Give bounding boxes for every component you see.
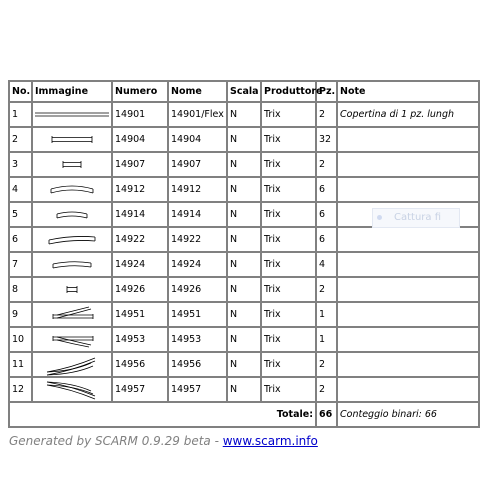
cell-note xyxy=(337,302,479,327)
cell-immagine xyxy=(32,177,112,202)
cell-no: 10 xyxy=(9,327,32,352)
cell-nome: 14922 xyxy=(168,227,227,252)
footer xyxy=(9,434,318,448)
cell-nome: 14951 xyxy=(168,302,227,327)
track-straight-tiny-icon xyxy=(33,279,111,301)
cell-produttore: Trix xyxy=(261,302,316,327)
cell-immagine xyxy=(32,227,112,252)
track-flex-icon xyxy=(33,104,111,126)
cell-nome: 14953 xyxy=(168,327,227,352)
table-row xyxy=(9,377,479,402)
header-pz: Pz. xyxy=(316,81,337,102)
cell-produttore: Trix xyxy=(261,202,316,227)
cell-nome: 14912 xyxy=(168,177,227,202)
cell-scala: N xyxy=(227,177,261,202)
cell-nome: 14914 xyxy=(168,202,227,227)
cell-numero: 14907 xyxy=(112,152,168,177)
cell-numero: 14951 xyxy=(112,302,168,327)
cell-pz: 4 xyxy=(316,252,337,277)
cell-note xyxy=(337,277,479,302)
cell-pz: 2 xyxy=(316,152,337,177)
cell-produttore: Trix xyxy=(261,377,316,402)
cell-scala: N xyxy=(227,377,261,402)
track-curve-short-icon xyxy=(33,204,111,226)
table-row xyxy=(9,327,479,352)
cell-no: 1 xyxy=(9,102,32,127)
cell-no: 2 xyxy=(9,127,32,152)
table-row xyxy=(9,302,479,327)
cell-note xyxy=(337,252,479,277)
track-switch-right-icon xyxy=(33,329,111,351)
cell-nome: 14957 xyxy=(168,377,227,402)
cell-pz: 2 xyxy=(316,352,337,377)
cell-nome: 14956 xyxy=(168,352,227,377)
cell-immagine xyxy=(32,302,112,327)
cell-no: 9 xyxy=(9,302,32,327)
cell-immagine xyxy=(32,352,112,377)
cell-numero: 14924 xyxy=(112,252,168,277)
cell-nome: 14901/Flex xyxy=(168,102,227,127)
cell-no: 8 xyxy=(9,277,32,302)
cell-pz: 6 xyxy=(316,227,337,252)
cell-note xyxy=(337,227,479,252)
cell-nome: 14904 xyxy=(168,127,227,152)
cell-no: 7 xyxy=(9,252,32,277)
track-curve-icon xyxy=(33,179,111,201)
cell-scala: N xyxy=(227,302,261,327)
cell-no: 3 xyxy=(9,152,32,177)
table-row xyxy=(9,102,479,127)
cell-produttore: Trix xyxy=(261,327,316,352)
cell-pz: 6 xyxy=(316,177,337,202)
cell-note xyxy=(337,352,479,377)
cell-pz: 2 xyxy=(316,277,337,302)
parts-table xyxy=(8,80,480,428)
footer-text: Generated by SCARM 0.9.29 beta - xyxy=(9,434,223,448)
cell-nome: 14907 xyxy=(168,152,227,177)
cell-pz: 1 xyxy=(316,302,337,327)
cell-numero: 14957 xyxy=(112,377,168,402)
cell-no: 5 xyxy=(9,202,32,227)
cell-produttore: Trix xyxy=(261,227,316,252)
table-row xyxy=(9,352,479,377)
table-total-row xyxy=(9,402,479,427)
cell-scala: N xyxy=(227,102,261,127)
cell-scala: N xyxy=(227,277,261,302)
cell-produttore: Trix xyxy=(261,352,316,377)
cell-note xyxy=(337,377,479,402)
cell-produttore: Trix xyxy=(261,152,316,177)
cell-no: 12 xyxy=(9,377,32,402)
cell-scala: N xyxy=(227,127,261,152)
capture-dot-icon xyxy=(377,215,382,220)
parts-list-container xyxy=(8,80,454,428)
table-row xyxy=(9,152,479,177)
total-note: Conteggio binari: 66 xyxy=(337,402,479,427)
cell-immagine xyxy=(32,252,112,277)
cell-nome: 14926 xyxy=(168,277,227,302)
header-immagine: Immagine xyxy=(32,81,112,102)
cell-produttore: Trix xyxy=(261,277,316,302)
cell-scala: N xyxy=(227,152,261,177)
cell-nome: 14924 xyxy=(168,252,227,277)
cell-scala: N xyxy=(227,252,261,277)
capture-overlay-label: Cattura fi xyxy=(394,212,442,223)
header-produttore: Produttore xyxy=(261,81,316,102)
table-row xyxy=(9,177,479,202)
cell-numero: 14953 xyxy=(112,327,168,352)
track-curve-medium-icon xyxy=(33,254,111,276)
cell-pz: 2 xyxy=(316,102,337,127)
cell-note xyxy=(337,327,479,352)
footer-link[interactable]: www.scarm.info xyxy=(222,434,318,448)
track-curved-switch-left-icon xyxy=(33,354,111,376)
table-row xyxy=(9,127,479,152)
table-row xyxy=(9,252,479,277)
cell-immagine xyxy=(32,327,112,352)
cell-scala: N xyxy=(227,202,261,227)
total-value: 66 xyxy=(316,402,337,427)
cell-scala: N xyxy=(227,227,261,252)
cell-scala: N xyxy=(227,327,261,352)
cell-no: 11 xyxy=(9,352,32,377)
track-straight-short-icon xyxy=(33,154,111,176)
cell-note: Copertina di 1 pz. lungh xyxy=(337,102,479,127)
cell-no: 6 xyxy=(9,227,32,252)
cell-immagine xyxy=(32,102,112,127)
cell-numero: 14926 xyxy=(112,277,168,302)
header-nome: Nome xyxy=(168,81,227,102)
table-row xyxy=(9,227,479,252)
cell-pz: 1 xyxy=(316,327,337,352)
cell-numero: 14956 xyxy=(112,352,168,377)
cell-immagine xyxy=(32,127,112,152)
cell-produttore: Trix xyxy=(261,252,316,277)
header-numero: Numero xyxy=(112,81,168,102)
header-scala: Scala xyxy=(227,81,261,102)
cell-numero: 14914 xyxy=(112,202,168,227)
cell-produttore: Trix xyxy=(261,102,316,127)
cell-produttore: Trix xyxy=(261,177,316,202)
cell-numero: 14904 xyxy=(112,127,168,152)
cell-immagine xyxy=(32,377,112,402)
cell-numero: 14912 xyxy=(112,177,168,202)
cell-immagine xyxy=(32,202,112,227)
header-note: Note xyxy=(337,81,479,102)
cell-pz: 2 xyxy=(316,377,337,402)
track-straight-long-icon xyxy=(33,129,111,151)
cell-note xyxy=(337,152,479,177)
cell-no: 4 xyxy=(9,177,32,202)
header-no: No. xyxy=(9,81,32,102)
cell-pz: 6 xyxy=(316,202,337,227)
cell-note xyxy=(337,177,479,202)
cell-produttore: Trix xyxy=(261,127,316,152)
cell-immagine xyxy=(32,277,112,302)
cell-numero: 14901 xyxy=(112,102,168,127)
table-row xyxy=(9,277,479,302)
track-switch-left-icon xyxy=(33,304,111,326)
total-label: Totale: xyxy=(9,402,316,427)
track-curved-switch-right-icon xyxy=(33,379,111,401)
cell-pz: 32 xyxy=(316,127,337,152)
track-curve-wide-icon xyxy=(33,229,111,251)
cell-scala: N xyxy=(227,352,261,377)
cell-numero: 14922 xyxy=(112,227,168,252)
table-header-row xyxy=(9,81,479,102)
cell-immagine xyxy=(32,152,112,177)
cell-note xyxy=(337,127,479,152)
capture-overlay[interactable] xyxy=(372,208,460,228)
